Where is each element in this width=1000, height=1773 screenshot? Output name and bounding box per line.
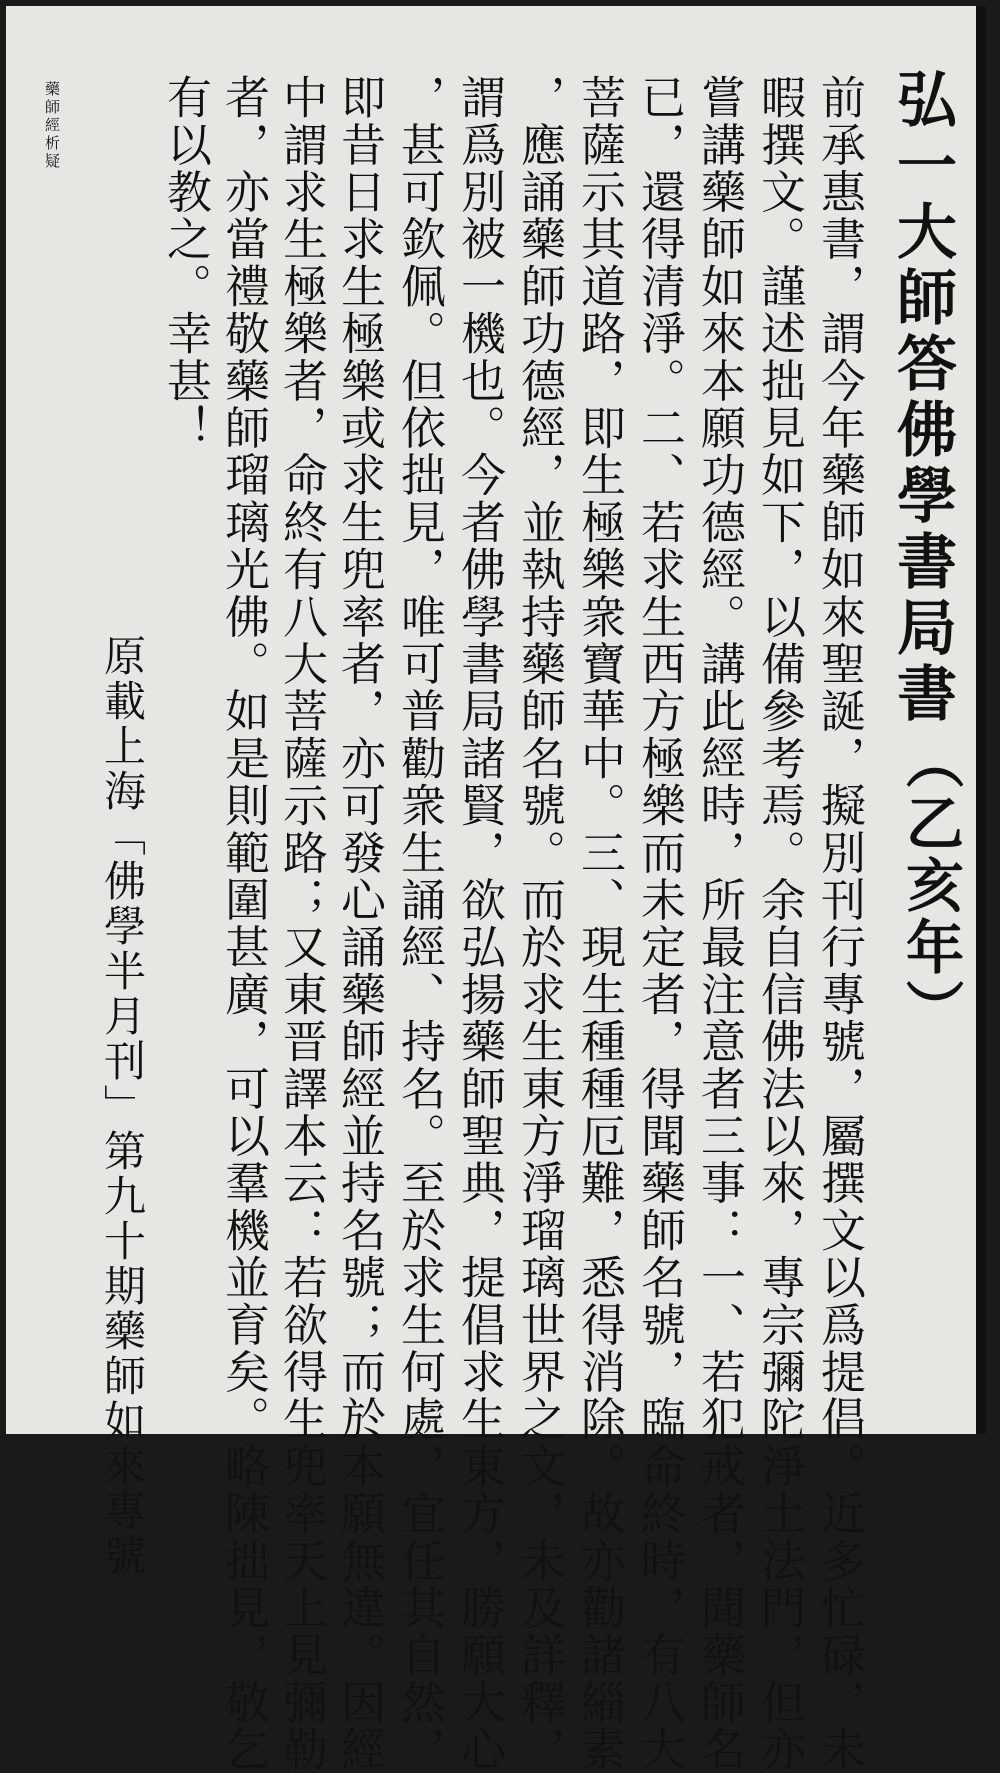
body-column-7: 謂爲別被一機也。今者佛學書局諸賢，欲弘揚藥師聖典，提倡求生東方，勝願大心 — [453, 74, 506, 1773]
body-column-8: ，甚可欽佩。但依拙見，唯可普勸衆生誦經、持名。至於求生何處，宜任其自然， — [393, 74, 446, 1773]
body-column-3: 嘗講藥師如來本願功德經。講此經時，所最注意者三事：一、若犯戒者，聞藥師名 — [693, 74, 746, 1773]
title-year: （乙亥年） — [896, 731, 964, 1041]
body-column-4: 已，還得清淨。二、若求生西方極樂而未定者，得聞藥師名號，臨命終時，有八大 — [633, 74, 686, 1773]
body-column-10: 中謂求生極樂者，命終有八大菩薩示路；又東晋譯本云：若欲得生兜率天上見彌勒 — [275, 74, 328, 1773]
running-head: 藥師經析疑 — [43, 81, 61, 171]
body-column-2: 暇撰文。謹述拙見如下，以備參考焉。余自信佛法以來，專宗彌陀淨土法門，但亦 — [753, 74, 806, 1773]
body-column-1: 前承惠書，謂今年藥師如來聖誕，擬別刊行專號，屬撰文以爲提倡。近多忙碌，未 — [813, 74, 866, 1773]
body-column-6: ，應誦藥師功德經，並執持藥師名號。而於求生東方淨瑠璃世界之文，未及詳釋， — [513, 74, 566, 1773]
document-page — [6, 6, 986, 1773]
body-column-11: 者，亦當禮敬藥師瑠璃光佛。如是則範圍甚廣，可以羣機並育矣。略陳拙見，敬乞 — [217, 74, 270, 1773]
document-title: 弘一大師答佛學書局書 — [887, 68, 957, 728]
source-note: 原載上海「佛學半月刊」第九十期藥師如來專號 — [98, 634, 147, 1579]
body-column-12: 有以教之。幸甚！ — [159, 74, 212, 452]
body-column-5: 菩薩示其道路，即生極樂衆寶華中。三、現生種種厄難，悉得消除。故亦勸諸緇素 — [573, 74, 626, 1773]
body-column-9: 即昔日求生極樂或求生兜率者，亦可發心誦藥師經並持名號；而於本願無違。因經 — [333, 74, 386, 1773]
